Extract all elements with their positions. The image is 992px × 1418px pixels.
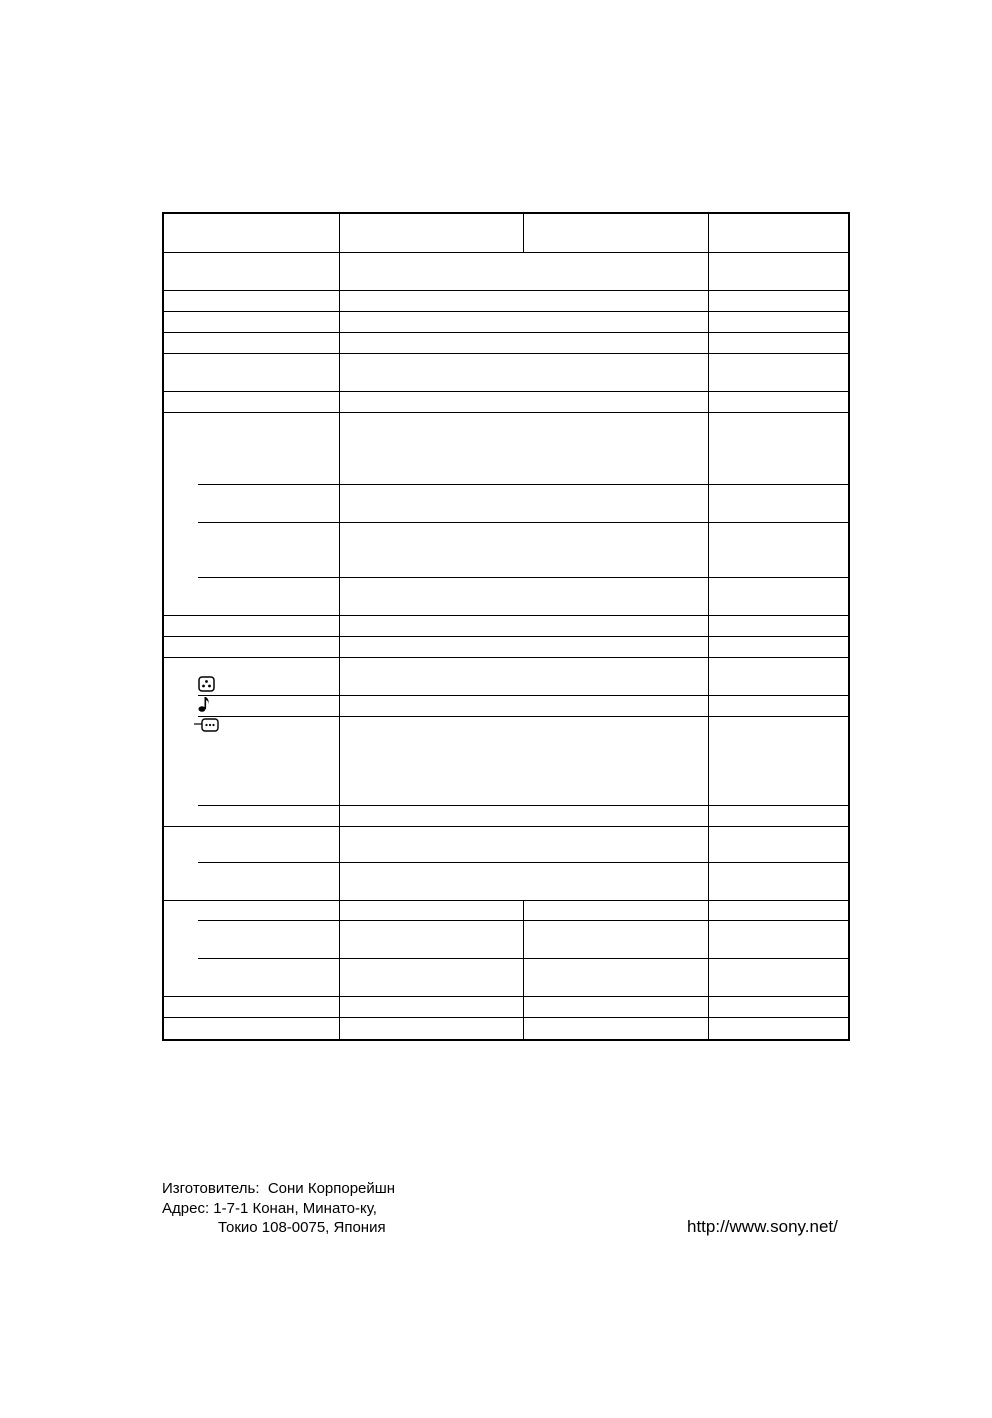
row-divider [198,695,848,696]
row-divider [164,615,848,616]
row-divider [164,900,848,901]
address-line-1: Адрес: 1-7-1 Конан, Минато-ку, [162,1200,377,1217]
row-divider [164,996,848,997]
row-divider [164,332,848,333]
audio-note-icon [198,696,210,713]
row-divider [164,636,848,637]
address-line-2: Токио 108-0075, Япония [218,1219,386,1236]
column-divider [339,214,340,1039]
row-divider [164,252,848,253]
manufacturer-line: Изготовитель: Сони Корпорейшн [162,1180,396,1197]
spec-table [162,212,850,1041]
column-divider [523,214,524,252]
row-divider [198,716,848,717]
row-divider [164,657,848,658]
pc-input-icon [194,718,220,734]
row-divider [164,1017,848,1018]
row-divider [164,290,848,291]
row-divider [164,826,848,827]
column-divider [523,900,524,1039]
row-divider [164,311,848,312]
row-divider [198,862,848,863]
column-divider [708,214,709,1039]
component-input-icon [198,676,215,692]
row-divider [198,522,848,523]
row-divider [164,353,848,354]
row-divider [198,805,848,806]
row-divider [198,484,848,485]
row-divider [198,577,848,578]
row-divider [164,412,848,413]
website-link[interactable]: http://www.sony.net/ [687,1217,838,1236]
row-divider [164,391,848,392]
